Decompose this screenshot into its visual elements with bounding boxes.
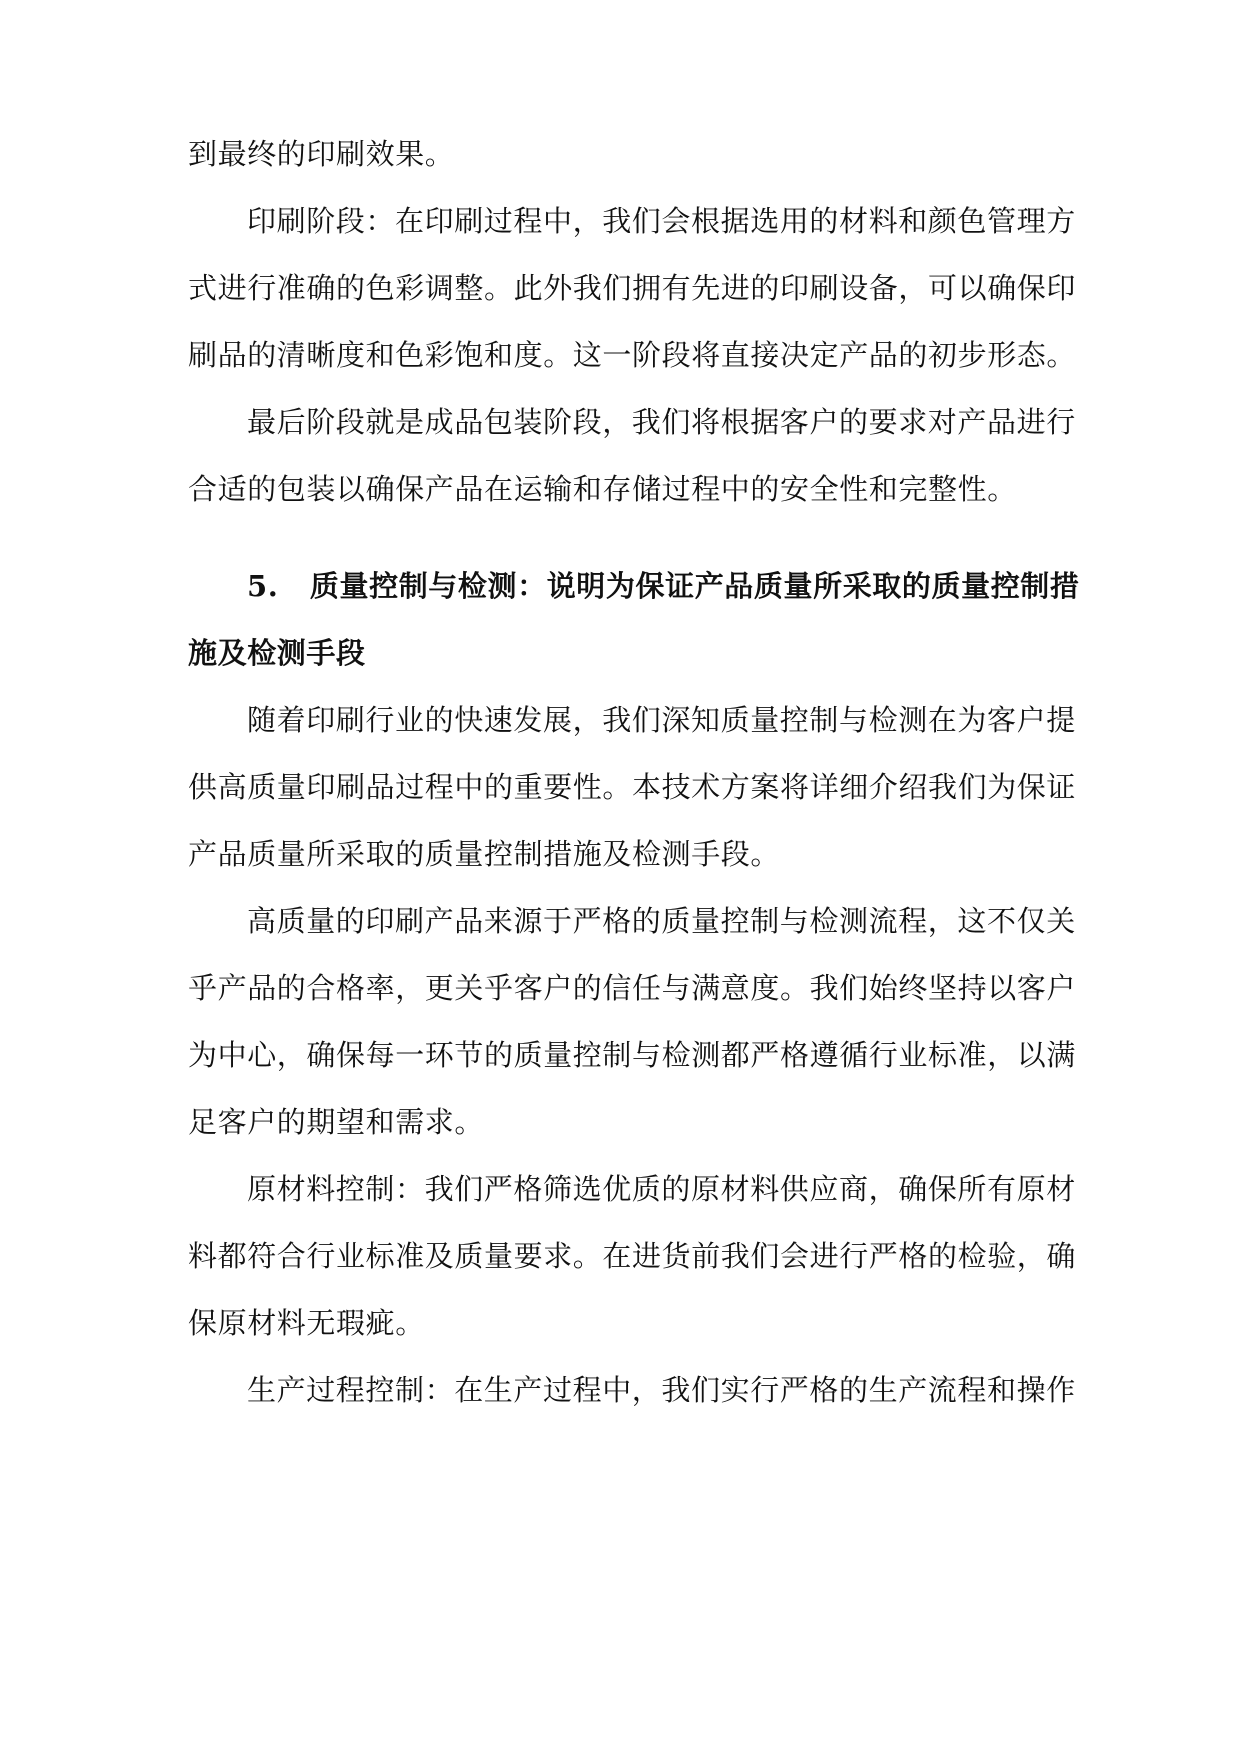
paragraph-line: 式进行准确的色彩调整。此外我们拥有先进的印刷设备，可以确保印 bbox=[188, 271, 1077, 305]
paragraph-line: 保原材料无瑕疵。 bbox=[188, 1306, 425, 1340]
paragraph-line: 随着印刷行业的快速发展，我们深知质量控制与检测在为客户提 bbox=[247, 703, 1076, 737]
paragraph-line: 最后阶段就是成品包装阶段，我们将根据客户的要求对产品进行 bbox=[247, 405, 1076, 439]
paragraph-line: 高质量的印刷产品来源于严格的质量控制与检测流程，这不仅关 bbox=[247, 904, 1076, 938]
section-number: 5. bbox=[247, 569, 279, 603]
paragraph-line: 供高质量印刷品过程中的重要性。本技术方案将详细介绍我们为保证 bbox=[188, 770, 1077, 804]
paragraph-line: 合适的包装以确保产品在运输和存储过程中的安全性和完整性。 bbox=[188, 472, 1017, 506]
paragraph-line: 为中心，确保每一环节的质量控制与检测都严格遵循行业标准，以满 bbox=[188, 1038, 1077, 1072]
section-heading-line: 施及检测手段 bbox=[188, 636, 366, 670]
paragraph-line: 足客户的期望和需求。 bbox=[188, 1105, 485, 1139]
paragraph-line: 生产过程控制：在生产过程中，我们实行严格的生产流程和操作 bbox=[247, 1373, 1076, 1407]
paragraph-line: 印刷阶段：在印刷过程中，我们会根据选用的材料和颜色管理方 bbox=[247, 204, 1076, 238]
paragraph-line: 到最终的印刷效果。 bbox=[188, 137, 455, 171]
paragraph-line: 乎产品的合格率，更关乎客户的信任与满意度。我们始终坚持以客户 bbox=[188, 971, 1077, 1005]
section-heading-text: 质量控制与检测：说明为保证产品质量所采取的质量控制措 bbox=[309, 569, 1080, 603]
paragraph-line: 产品质量所采取的质量控制措施及检测手段。 bbox=[188, 837, 781, 871]
paragraph-line: 刷品的清晰度和色彩饱和度。这一阶段将直接决定产品的初步形态。 bbox=[188, 338, 1077, 372]
section-heading bbox=[247, 566, 1127, 606]
paragraph-line: 料都符合行业标准及质量要求。在进货前我们会进行严格的检验，确 bbox=[188, 1239, 1077, 1273]
paragraph-line: 原材料控制：我们严格筛选优质的原材料供应商，确保所有原材 bbox=[247, 1172, 1076, 1206]
